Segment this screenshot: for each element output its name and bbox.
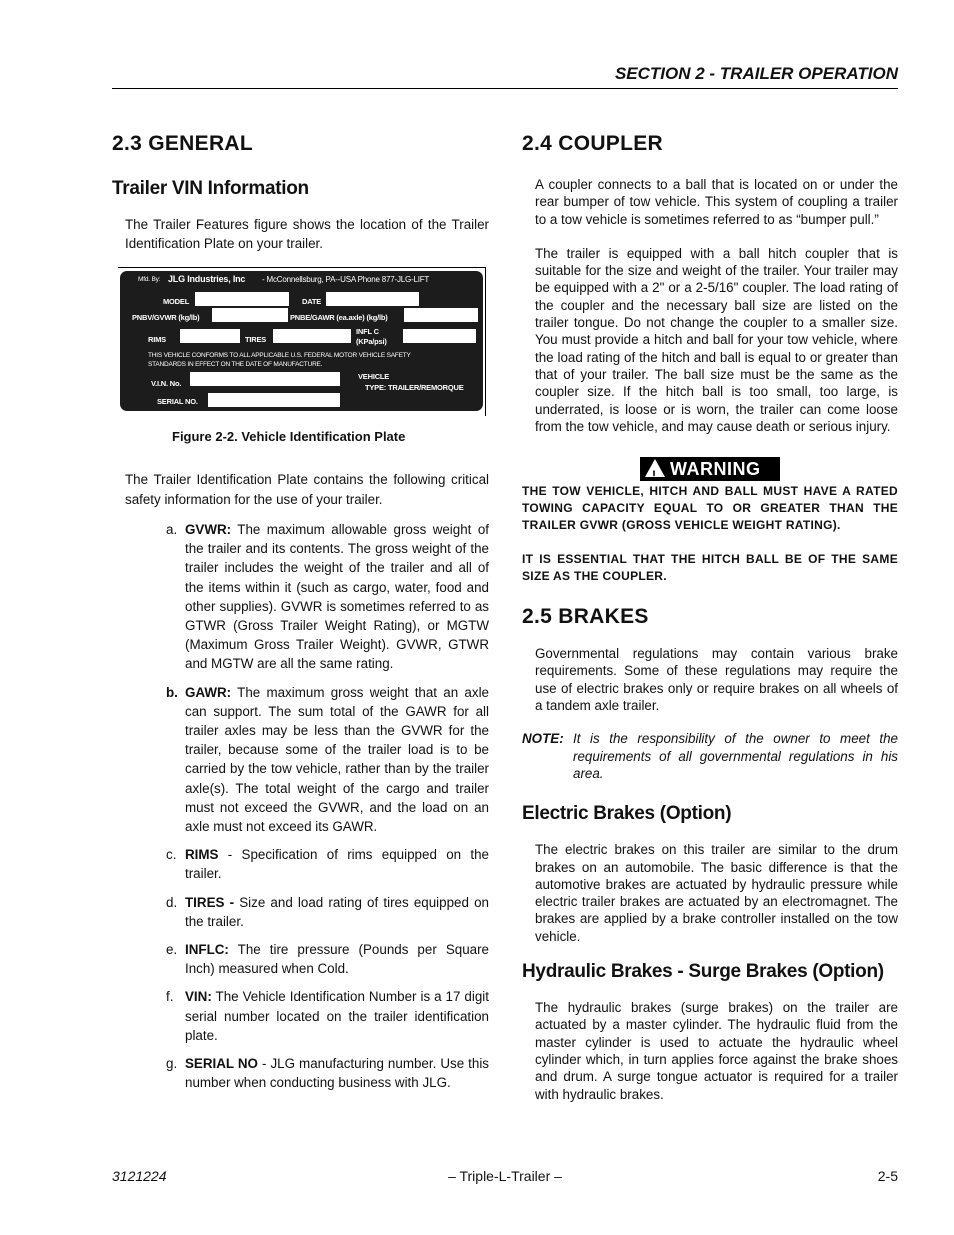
footer-title: – Triple-L-Trailer –: [448, 1168, 562, 1184]
page-number: 2-5: [877, 1168, 898, 1184]
plate-rims-label: RIMS: [148, 335, 166, 344]
heading-general: 2.3 GENERAL: [112, 132, 253, 155]
heading-brakes: 2.5 BRAKES: [522, 605, 649, 629]
plate-model-label: MODEL: [163, 297, 190, 306]
hydraulic-brakes-text: The hydraulic brakes (surge brakes) on the trailer are actuated by a master cylinder. The hydraulic fluid from the master cylinder is used to actuate the hydraulic wheel cylinder which, in turn applies force against the brake shoes and drum. A surge tongue actuator is required for a trailer with hydraulic brakes.: [535, 1000, 898, 1102]
heading-coupler: 2.4 COUPLER: [522, 132, 663, 155]
list-item: e. INFLC: The tire pressure (Pounds per Square Inch) measured when Cold.: [166, 942, 489, 977]
note-text: It is the responsibility of the owner to meet the requirements of all governmental regulations in his area.: [573, 731, 898, 781]
coupler-text-2: The trailer is equipped with a ball hitch coupler that is suitable for the size and weight of the trailer. Your trailer may be equipped with a 2" or a 2-5/16" coupler. The load rating of the coupler and the necessary ball size are listed on the trailer tongue. Do not change the coupler to a smaller size. You must provide a hitch and ball for your tow vehicle, where the load rating of the hitch and ball is equal to or greater than that of your trailer. The ball size must be the same as the coupler size. If the hitch ball is too small, too large, is underrated, is loose or is worn, the trailer can come loose from the tow vehicle, and may cause death or serious injury.: [535, 245, 898, 434]
list-item: c. RIMS - Specification of rims equipped on the trailer.: [166, 847, 489, 882]
plate-serial-label: SERIAL NO.: [157, 397, 198, 406]
plate-contents-text: The Trailer Identification Plate contains the following critical safety information for the use of your trailer.: [125, 472, 489, 507]
plate-model-field: [195, 292, 289, 306]
list-item: d. TIRES - Size and load rating of tires equipped on the trailer.: [166, 894, 489, 929]
doc-number: 3121224: [112, 1168, 167, 1184]
plate-rims-field: [180, 329, 240, 343]
plate-inflc-field: [403, 329, 476, 343]
heading-hydraulic-brakes: Hydraulic Brakes - Surge Brakes (Option): [522, 961, 884, 983]
plate-tires-field: [273, 329, 351, 343]
note-label: NOTE:: [522, 731, 564, 747]
warning-badge: [640, 457, 780, 481]
plate-pnbv-label: PNBV/GVWR (kg/lb): [132, 313, 200, 322]
plate-inflc-label: INFL C: [356, 327, 379, 336]
warning-label: WARNING: [670, 459, 761, 480]
plate-pnbe-label: PNBE/GAWR (ea.axle) (kg/lb): [290, 313, 388, 322]
warning-text-1: THE TOW VEHICLE, HITCH AND BALL MUST HAVE A RATED TOWING CAPACITY EQUAL TO OR GREATER THAN THE TRAILER GVWR (GROSS VEHICLE WEIGHT RATING).: [522, 484, 898, 533]
plate-vin-label: V.I.N. No.: [151, 379, 182, 388]
right-column: [522, 132, 898, 1103]
plate-vin-field: [190, 372, 340, 386]
list-item: a. GVWR: The maximum allowable gross weight of the trailer and its contents. The gross weight of the trailer includes the weight of the trailer and all of the items within it (such as cargo, water, food and other supplies). GVWR is sometimes referred to as GTWR (Gross Trailer Weight Rating), or MGTW (Maximum Gross Trailer Weight). GVWR, GTWR and MGTW are all the same rating.: [166, 522, 489, 672]
electric-brakes-text: The electric brakes on this trailer are similar to the drum brakes on an automobile. The basic difference is that the automotive brakes are actuated by hydraulic pressure while electric trailer brakes are actuated by an electromagnet. The brakes are applied by a brake controller installed on the tow vehicle.: [535, 842, 898, 944]
plate-info-list: [112, 520, 489, 1092]
plate-vehicle-label: VEHICLE: [358, 372, 390, 381]
figure-caption: Figure 2-2. Vehicle Identification Plate: [172, 429, 406, 444]
brakes-text: Governmental regulations may contain various brake requirements. Some of these regulations may require the use of electric brakes only or require brakes on all wheels of a tandem axle trailer.: [535, 646, 898, 714]
coupler-text-1: A coupler connects to a ball that is located on or under the rear bumper of tow vehicle. This system of coupling a trailer to a tow vehicle is sometimes referred to as “bumper pull.”: [535, 177, 898, 227]
plate-type-label: TYPE: TRAILER/REMORQUE: [365, 383, 464, 392]
plate-mfd-label: Mfd. By:: [138, 276, 161, 283]
plate-date-label: DATE: [302, 297, 322, 306]
page-header: [112, 64, 898, 89]
plate-conform-line1: THIS VEHICLE CONFORMS TO ALL APPLICABLE U.S. FEDERAL MOTOR VEHICLE SAFETY: [148, 352, 411, 359]
plate-conform-line2: STANDARDS IN EFFECT ON THE DATE OF MANUFACTURE.: [148, 361, 323, 368]
plate-pnbe-field: [404, 308, 478, 322]
section-title: SECTION 2 - TRAILER OPERATION: [614, 64, 898, 83]
heading-vin: Trailer VIN Information: [112, 178, 309, 199]
vin-intro-text: The Trailer Features figure shows the location of the Trailer Identification Plate on your trailer.: [125, 217, 489, 251]
warning-box: [522, 457, 898, 585]
warning-text-2: IT IS ESSENTIAL THAT THE HITCH BALL BE OF THE SAME SIZE AS THE COUPLER.: [522, 552, 898, 584]
plate-date-field: [326, 292, 419, 306]
plate-serial-field: [208, 393, 340, 407]
list-item: g. SERIAL NO - JLG manufacturing number. Use this number when conducting business with JLG.: [166, 1056, 489, 1091]
warning-triangle-icon: !: [645, 459, 665, 477]
plate-tires-label: TIRES: [245, 335, 267, 344]
list-item: b. GAWR: The maximum gross weight that an axle can support. The sum total of the GAWR for all trailer axles may be less than the GVWR for the trailer, because some of the trailer load is to be carried by the tow vehicle, rather than by the trailer axle(s). The total weight of the cargo and trailer must not exceed the GVWR, and the load on an axle must not exceed its GAWR.: [166, 684, 489, 835]
plate-kpa-label: (KPa/psi): [356, 337, 387, 346]
vehicle-id-plate-figure: [118, 267, 486, 416]
plate-pnbv-field: [212, 308, 288, 322]
left-column: [112, 132, 489, 1101]
heading-electric-brakes: Electric Brakes (Option): [522, 803, 732, 825]
list-item: f. VIN: The Vehicle Identification Number is a 17 digit serial number located on the trailer identification plate.: [166, 989, 489, 1043]
plate-address: - McConnellsburg, PA--USA Phone 877-JLG-LIFT: [262, 275, 430, 284]
plate-company: JLG Industries, Inc: [168, 274, 246, 284]
note-block: [522, 730, 898, 782]
vehicle-id-plate: [120, 271, 483, 411]
